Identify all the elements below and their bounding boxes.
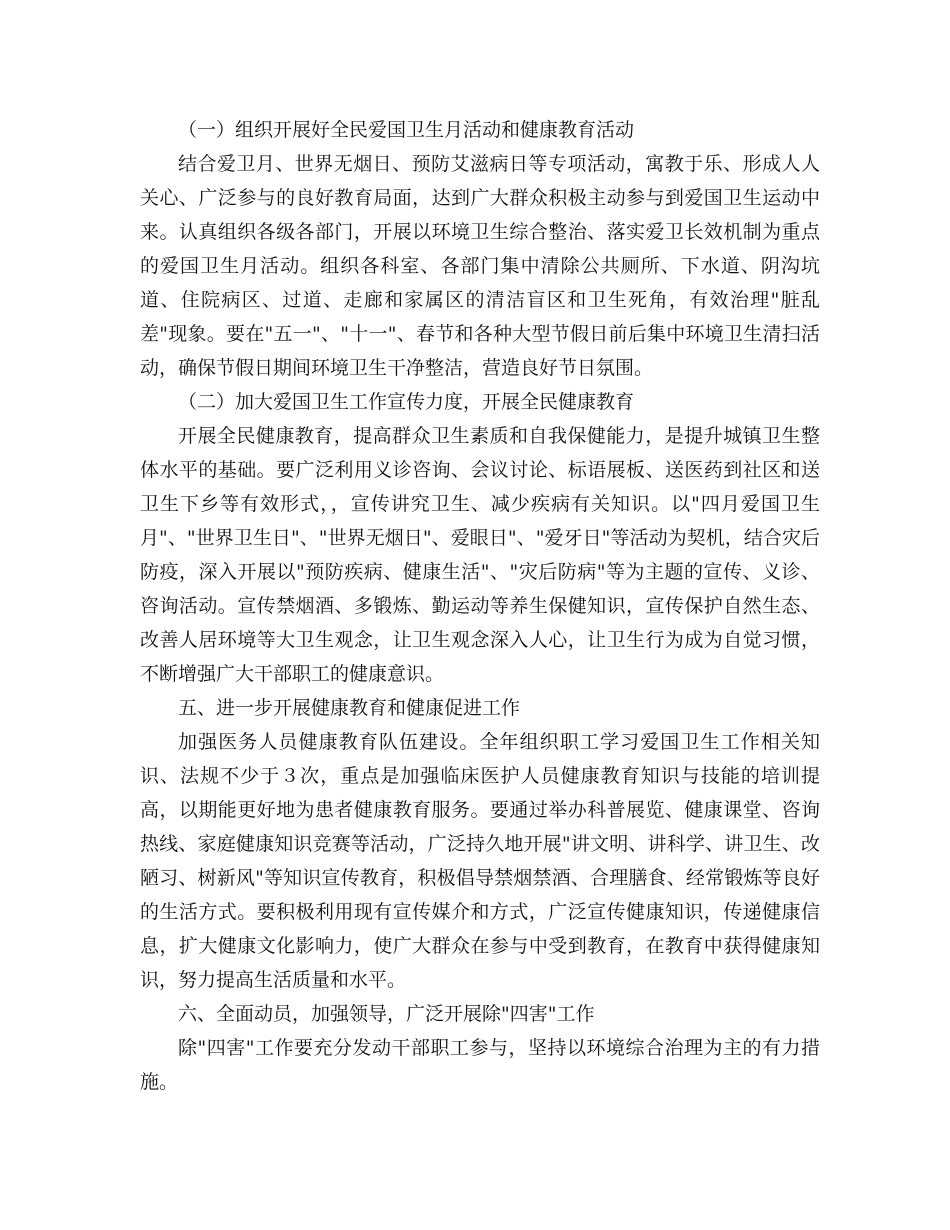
paragraph-health-education: 开展全民健康教育，提高群众卫生素质和自我保健能力，是提升城镇卫生整体水平的基础。要广泛利用义诊咨询、会议讨论、标语展板、送医药到社区和送卫生下乡等有效形式，，宣传讲究卫生、减少疾病有关知识。以"四月爱国卫生月"、"世界卫生日"、"世界无烟日"、爱眼日"、"爱牙日"等活动为契机，结合灾后防疫，深入开展以"预防疾病、健康生活"、"灾后防病"等为主题的宣传、义诊、咨询活动。宣传禁烟酒、多锻炼、勤运动等养生保健知识，宣传保护自然生态、改善人居环境等大卫生观念，让卫生观念深入人心，让卫生行为成为自觉习惯，不断增强广大干部职工的健康意识。	[140, 425, 820, 685]
paragraph-health-month-activities: 结合爱卫月、世界无烟日、预防艾滋病日等专项活动，寓教于乐、形成人人关心、广泛参与的良好教育局面，达到广大群众积极主动参与到爱国卫生运动中来。认真组织各级各部门，开展以环境卫生综合整治、落实爱卫长效机制为重点的爱国卫生月活动。组织各科室、各部门集中清除公共厕所、下水道、阴沟坑道、住院病区、过道、走廊和家属区的清洁盲区和卫生死角，有效治理"脏乱差"现象。要在"五一"、"十一"、春节和各种大型节假日前后集中环境卫生清扫活动，确保节假日期间环境卫生干净整洁，营造良好节日氛围。	[140, 153, 820, 379]
paragraph-staff-training: 加强医务人员健康教育队伍建设。全年组织职工学习爱国卫生工作相关知识、法规不少于３次，重点是加强临床医护人员健康教育知识与技能的培训提高，以期能更好地为患者健康教育服务。要通过举办科普展览、健康课堂、咨询热线、家庭健康知识竞赛等活动，广泛持久地开展"讲文明、讲科学、讲卫生、改陋习、树新风"等知识宣传教育，积极倡导禁烟禁酒、合理膳食、经常锻炼等良好的生活方式。要积极利用现有宣传媒介和方式，广泛宣传健康知识，传递健康信息，扩大健康文化影响力，使广大群众在参与中受到教育，在教育中获得健康知识，努力提高生活质量和水平。	[140, 731, 820, 991]
paragraph-four-pests: 除"四害"工作要充分发动干部职工参与，坚持以环境综合治理为主的有力措施。	[140, 1037, 820, 1093]
section-heading-publicity: （二）加大爱国卫生工作宣传力度，开展全民健康教育	[178, 391, 635, 413]
section-heading-health-promotion: 五、进一步开展健康教育和健康促进工作	[178, 697, 521, 719]
section-heading-patriotic-health-month: （一）组织开展好全民爱国卫生月活动和健康教育活动	[178, 119, 635, 141]
section-heading-four-pests: 六、全面动员，加强领导，广泛开展除"四害"工作	[178, 1003, 595, 1025]
document-body	[140, 113, 820, 1099]
